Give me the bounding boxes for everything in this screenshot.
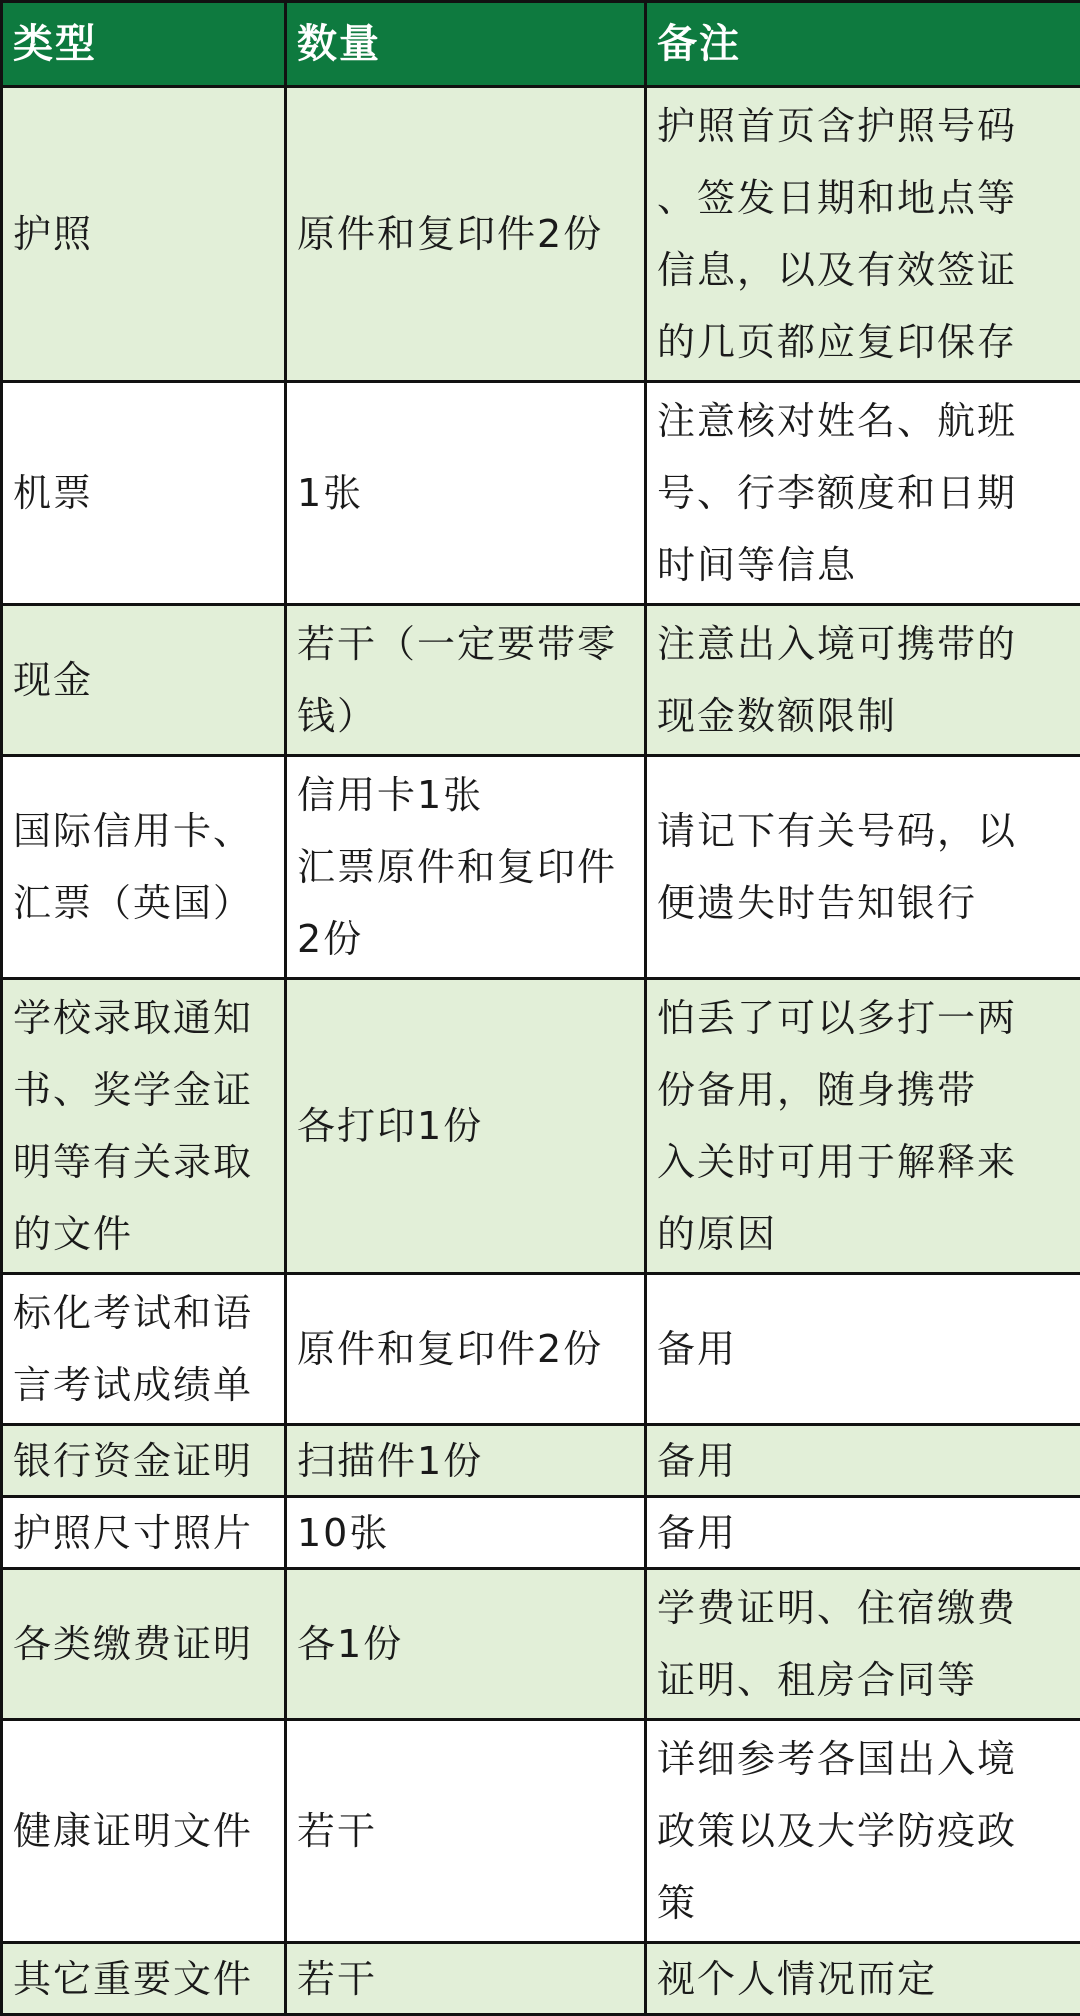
cell-quantity: 若干 [286,1720,646,1943]
cell-type: 现金 [2,605,286,756]
cell-note: 详细参考各国出入境 政策以及大学防疫政 策 [646,1720,1080,1943]
cell-type: 其它重要文件 [2,1943,286,2015]
header-row [2,2,1080,87]
table-row [2,382,1080,605]
cell-quantity: 若干 [286,1943,646,2015]
cell-type: 机票 [2,382,286,605]
cell-quantity: 各打印1份 [286,979,646,1274]
cell-type: 各类缴费证明 [2,1569,286,1720]
table-row [2,979,1080,1274]
cell-note: 备用 [646,1425,1080,1497]
cell-quantity: 原件和复印件2份 [286,87,646,382]
cell-type: 健康证明文件 [2,1720,286,1943]
table-row [2,87,1080,382]
table-row [2,1497,1080,1569]
cell-note: 备用 [646,1274,1080,1425]
cell-quantity: 原件和复印件2份 [286,1274,646,1425]
cell-type: 护照 [2,87,286,382]
cell-note: 备用 [646,1497,1080,1569]
cell-type: 国际信用卡、 汇票（英国） [2,756,286,979]
cell-type: 银行资金证明 [2,1425,286,1497]
header-note: 备注 [646,2,1080,87]
cell-note: 注意核对姓名、航班 号、行李额度和日期 时间等信息 [646,382,1080,605]
cell-quantity: 信用卡1张 汇票原件和复印件 2份 [286,756,646,979]
cell-note: 请记下有关号码，以 便遗失时告知银行 [646,756,1080,979]
cell-quantity: 10张 [286,1497,646,1569]
cell-note: 学费证明、住宿缴费 证明、租房合同等 [646,1569,1080,1720]
cell-note: 怕丢了可以多打一两 份备用，随身携带 入关时可用于解释来 的原因 [646,979,1080,1274]
table-row [2,1425,1080,1497]
table-row [2,1569,1080,1720]
cell-quantity: 扫描件1份 [286,1425,646,1497]
cell-quantity: 1张 [286,382,646,605]
table-row [2,605,1080,756]
cell-type: 学校录取通知 书、奖学金证 明等有关录取 的文件 [2,979,286,1274]
table-row [2,1274,1080,1425]
cell-quantity: 若干（一定要带零 钱） [286,605,646,756]
cell-type: 标化考试和语 言考试成绩单 [2,1274,286,1425]
table-body [2,87,1080,2015]
table-header [2,2,1080,87]
cell-type: 护照尺寸照片 [2,1497,286,1569]
cell-quantity: 各1份 [286,1569,646,1720]
table-row [2,1943,1080,2015]
header-type: 类型 [2,2,286,87]
table-row [2,1720,1080,1943]
table-row [2,756,1080,979]
cell-note: 注意出入境可携带的 现金数额限制 [646,605,1080,756]
cell-note: 视个人情况而定 [646,1943,1080,2015]
header-quantity: 数量 [286,2,646,87]
cell-note: 护照首页含护照号码 、签发日期和地点等 信息，以及有效签证 的几页都应复印保存 [646,87,1080,382]
